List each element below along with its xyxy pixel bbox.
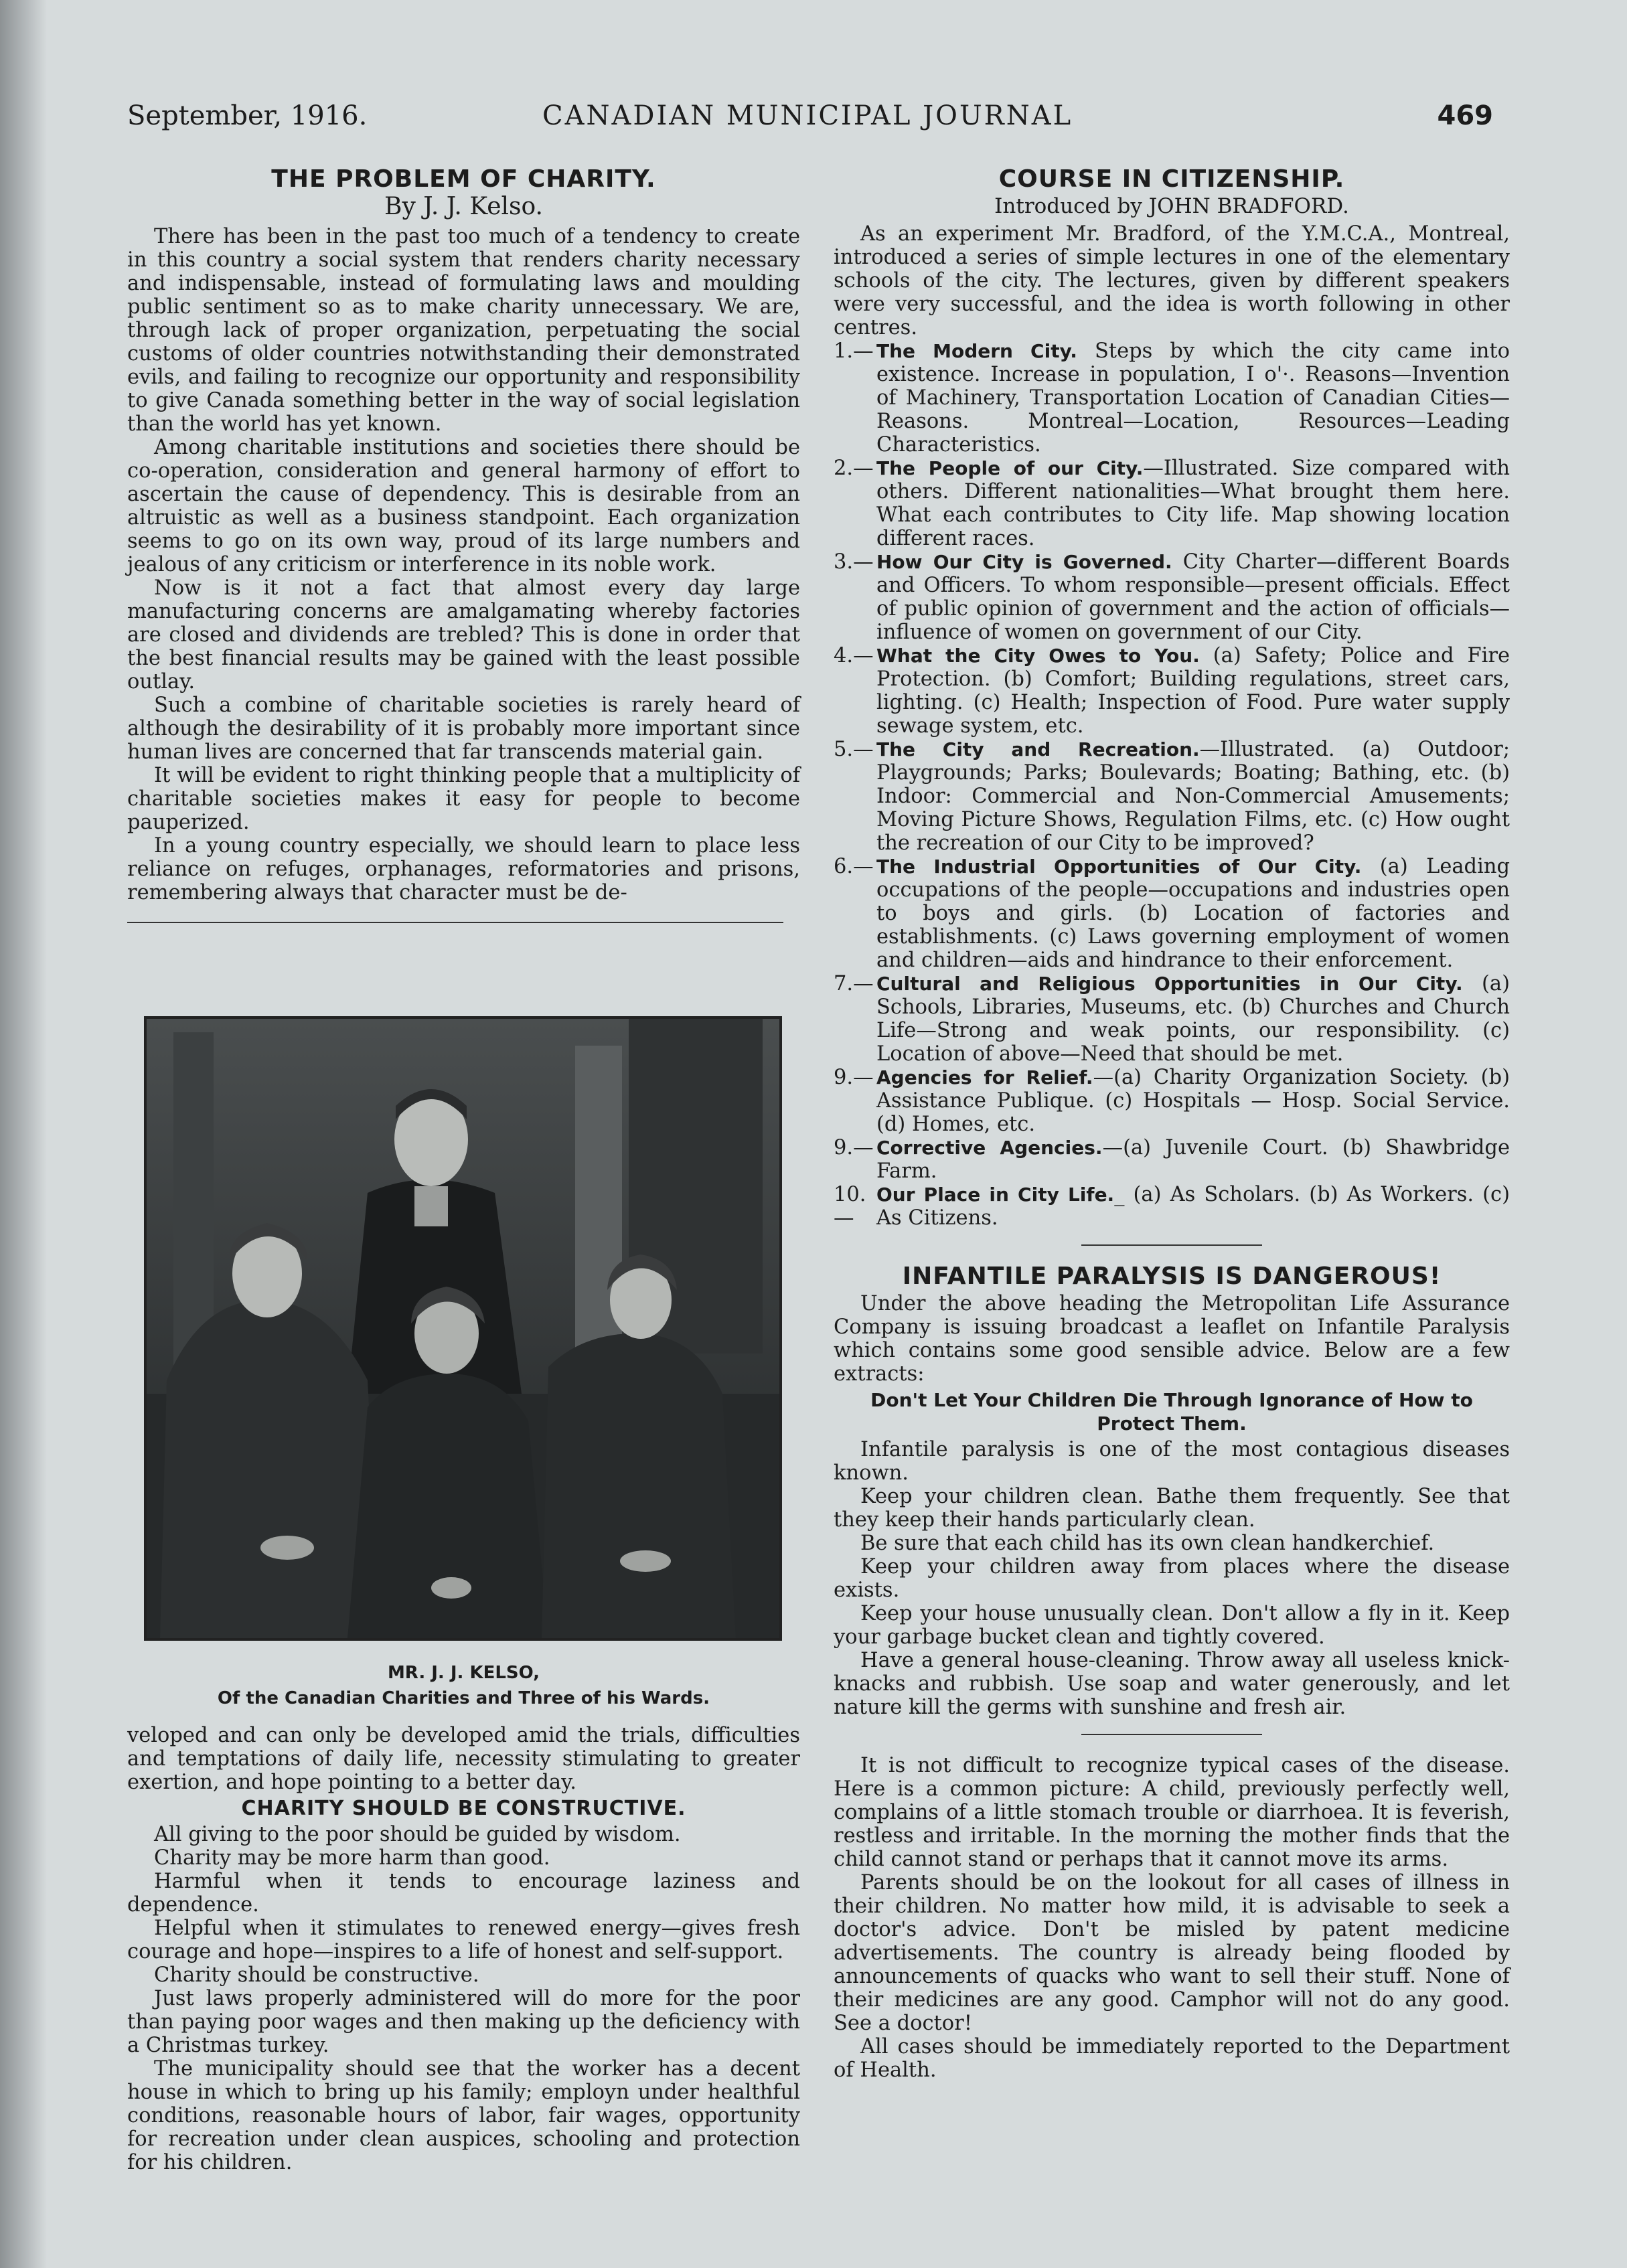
section-divider <box>1081 1244 1262 1246</box>
header-journal-title: CANADIAN MUNICIPAL JOURNAL <box>542 100 1073 131</box>
charity-article-continued <box>127 1724 800 2174</box>
lecture-item <box>834 855 1510 972</box>
paralysis-paragraph: Have a general house-cleaning. Throw away all useless knick-knacks and rubbish. Use soap and water generously, and let nature kill the germs with sunshine and fresh air. <box>834 1649 1510 1719</box>
lecture-heading: What the City Owes to You. <box>876 645 1200 667</box>
charity-title: THE PROBLEM OF CHARITY. <box>271 165 656 193</box>
citizenship-intro: Introduced by JOHN BRADFORD. <box>994 194 1349 218</box>
lecture-heading: Cultural and Religious Opportunities in Our City. <box>876 973 1463 995</box>
paralysis-subhead: Don't Let Your Children Die Through Ignorance of How to Protect Them. <box>870 1389 1473 1435</box>
lecture-item <box>834 644 1510 738</box>
lecture-heading: How Our City is Governed. <box>876 551 1172 573</box>
charity-article <box>127 167 800 923</box>
constructive-paragraph: Charity should be constructive. <box>154 1963 479 1987</box>
paralysis-title: INFANTILE PARALYSIS IS DANGEROUS! <box>902 1263 1442 1290</box>
lecture-text: Steps by which the city came into existence. Increase in population, I o'·. Reasons—Invention of Machinery, Transportation Location of Canadian Cities—Reasons. Montreal—Location, Resources—Leading Characteristics. <box>876 339 1510 457</box>
citizenship-lead: As an experiment Mr. Bradford, of the Y.M.C.A., Montreal, introduced a series of simple lectures in one of the elementary schools of the city. The lectures, given by different speakers were very successful, and the idea is worth following in other centres. <box>834 222 1510 339</box>
lecture-item <box>834 457 1510 550</box>
charity-paragraph: Such a combine of charitable societies is rarely heard of although the desirability of it is probably more important since human lives are concerned that far transcends material gain. <box>127 694 800 764</box>
right-column <box>834 167 1510 2082</box>
constructive-paragraph: Just laws properly administered will do more for the poor than paying poor wages and then making up the deficiency with a Christmas turkey. <box>127 1987 800 2057</box>
paralysis-lead: Under the above heading the Metropolitan Life Assurance Company is issuing broadcast a leaflet on Infantile Paralysis which contains some good sensible advice. Below are a few extracts: <box>834 1292 1510 1386</box>
lecture-text: (a) Schools, Libraries, Museums, etc. (b) Churches and Church Life—Strong and weak points, our responsibility. (c) Location of above—Need that should be met. <box>876 972 1510 1066</box>
paralysis-paragraph: Infantile paralysis is one of the most contagious diseases known. <box>834 1438 1510 1485</box>
photo-caption <box>127 1660 800 1711</box>
constructive-paragraph: Charity may be more harm than good. <box>154 1846 550 1870</box>
lecture-text: —(a) Juvenile Court. (b) Shawbridge Farm. <box>876 1136 1510 1183</box>
lecture-text: (a) Leading occupations of the people—occupations and industries open to boys and girls. (b) Location of factories and establishments. (c) Laws governing employment of women and children—aids and hindrance to their enforcement. <box>876 855 1510 972</box>
kelso-group-photo <box>144 1016 782 1641</box>
lecture-number: 2.— <box>834 457 874 480</box>
section-divider <box>127 922 783 923</box>
lecture-number: 10.— <box>834 1183 866 1230</box>
lecture-heading: Our Place in City Life. <box>876 1184 1115 1206</box>
paralysis-paragraph: Parents should be on the lookout for all cases of illness in their children. No matter how mild, it is advisable to seek a doctor's advice. Don't be misled by patent medicine advertisements. The country is already being flooded by announcements of quacks who want to sell their stuff. None of their medicines are any good. Camphor will not do any good. See a doctor! <box>834 1871 1510 2035</box>
lecture-heading: Corrective Agencies. <box>876 1137 1103 1159</box>
citizenship-title: COURSE IN CITIZENSHIP. <box>998 165 1345 193</box>
lecture-heading: Agencies for Relief. <box>876 1066 1093 1088</box>
paralysis-paragraph: Be sure that each child has its own clean handkerchief. <box>860 1532 1435 1555</box>
header-date: September, 1916. <box>127 100 368 131</box>
lecture-text: —Illustrated. Size compared with others. Different nationalities—What brought them here. What each contributes to City life. Map showing location different races. <box>876 457 1510 550</box>
constructive-paragraph: All giving to the poor should be guided by wisdom. <box>154 1823 681 1846</box>
lecture-item <box>834 1066 1510 1136</box>
lecture-number: 5.— <box>834 738 874 761</box>
lecture-item <box>834 738 1510 855</box>
lecture-text: —(a) Charity Organization Society. (b) Assistance Publique. (c) Hospitals — Hosp. Social Service. (d) Homes, etc. <box>876 1066 1510 1136</box>
lecture-item <box>834 972 1510 1066</box>
lecture-item <box>834 339 1510 457</box>
lecture-item <box>834 1136 1510 1183</box>
charity-paragraph: There has been in the past too much of a tendency to create in this country a social system that renders charity necessary and indispensable, instead of formulating laws and moulding public sentiment so as to make charity unnecessary. We are, through lack of proper organization, perpetuating the social customs of older countries notwithstanding their demonstrated evils, and failing to recognize our opportunity and responsibility to give Canada something better in the way of social legislation than the world has yet known. <box>127 225 800 436</box>
lecture-item <box>834 550 1510 644</box>
constructive-paragraph: The municipality should see that the worker has a decent house in which to bring up his family; employn under healthful conditions, reasonable hours of labor, fair wages, opportunity for recreation under clean auspices, schooling and protection for his children. <box>127 2057 800 2174</box>
lecture-heading: The Industrial Opportunities of Our City. <box>876 856 1362 878</box>
lecture-heading: The City and Recreation. <box>876 738 1200 760</box>
charity-paragraph: It will be evident to right thinking people that a multiplicity of charitable societies makes it easy for people to become pauperized. <box>127 764 800 834</box>
lecture-number: 6.— <box>834 855 874 878</box>
paralysis-paragraph: Keep your house unusually clean. Don't allow a fly in it. Keep your garbage bucket clean and tightly covered. <box>834 1602 1510 1649</box>
charity-continuation: veloped and can only be developed amid the trials, difficulties and temptations of daily life, necessity stimulating to greater exertion, and hope pointing to a better day. <box>127 1724 800 1794</box>
lecture-item <box>834 1183 1510 1230</box>
paralysis-paragraph: All cases should be immediately reported to the Department of Health. <box>834 2035 1510 2082</box>
lecture-number: 9.— <box>834 1136 874 1159</box>
section-divider <box>1081 1734 1262 1735</box>
constructive-paragraph: Helpful when it stimulates to renewed energy—gives fresh courage and hope—inspires to a life of honest and self-support. <box>127 1917 800 1963</box>
lecture-number: 9.— <box>834 1066 874 1089</box>
lecture-number: 1.— <box>834 339 874 363</box>
header-page-number: 469 <box>1437 100 1493 131</box>
lecture-number: 7.— <box>834 972 874 995</box>
paralysis-paragraph: Keep your children away from places where the disease exists. <box>834 1555 1510 1602</box>
lecture-text: City Charter—different Boards and Officers. To whom responsible—present officials. Effect of public opinion of government and the action of officials—influence of women on government of our City. <box>876 550 1510 644</box>
lecture-text: _ (a) As Scholars. (b) As Workers. (c) As Citizens. <box>876 1183 1510 1230</box>
caption-name: MR. J. J. KELSO, <box>387 1663 540 1683</box>
lecture-text: —Illustrated. (a) Outdoor; Playgrounds; Parks; Boulevards; Boating; Bathing, etc. (b) Indoor: Commercial and Non-Commercial Amusements; Moving Picture Shows, Regulation Films, etc. (c) How ought the recreation of our City to be improved? <box>876 738 1510 855</box>
charity-byline: By J. J. Kelso. <box>384 193 543 220</box>
lecture-number: 4.— <box>834 644 874 667</box>
caption-description: Of the Canadian Charities and Three of his Wards. <box>217 1688 710 1708</box>
lecture-number: 3.— <box>834 550 874 574</box>
constructive-paragraph: Harmful when it tends to encourage laziness and dependence. <box>127 1870 800 1917</box>
charity-paragraph: Among charitable institutions and societies there should be co-operation, consideration and general harmony of effort to ascertain the cause of dependency. This is desirable from an altruistic as well as a business standpoint. Each organization seems to go on its own way, proud of its large numbers and jealous of any criticism or interference in its noble work. <box>127 436 800 576</box>
lecture-text: (a) Safety; Police and Fire Protection. (b) Comfort; Building regulations, street cars, lighting. (c) Health; Inspection of Food. Pure water supply sewage system, etc. <box>876 644 1510 738</box>
lecture-heading: The Modern City. <box>876 340 1077 362</box>
paralysis-paragraph: It is not difficult to recognize typical cases of the disease. Here is a common picture: A child, previously perfectly well, complains of a little stomach trouble or diarrhoea. It is feverish, restless and irritable. In the morning the mother finds that the child cannot stand or perhaps that it cannot move its arms. <box>834 1754 1510 1871</box>
charity-paragraph: Now is it not a fact that almost every day large manufacturing concerns are amalgamating whereby factories are closed and dividends are trebled? This is done in order that the best financial results may be gained with the least possible outlay. <box>127 576 800 694</box>
photo-illustration <box>147 1019 779 1638</box>
charity-paragraph: In a young country especially, we should learn to place less reliance on refuges, orphanages, reformatories and prisons, remembering always that character must be de- <box>127 834 800 904</box>
lecture-heading: The People of our City. <box>876 457 1144 479</box>
paralysis-paragraph: Keep your children clean. Bathe them frequently. See that they keep their hands particularly clean. <box>834 1485 1510 1532</box>
constructive-subhead: CHARITY SHOULD BE CONSTRUCTIVE. <box>241 1797 686 1820</box>
running-header <box>127 100 1493 141</box>
